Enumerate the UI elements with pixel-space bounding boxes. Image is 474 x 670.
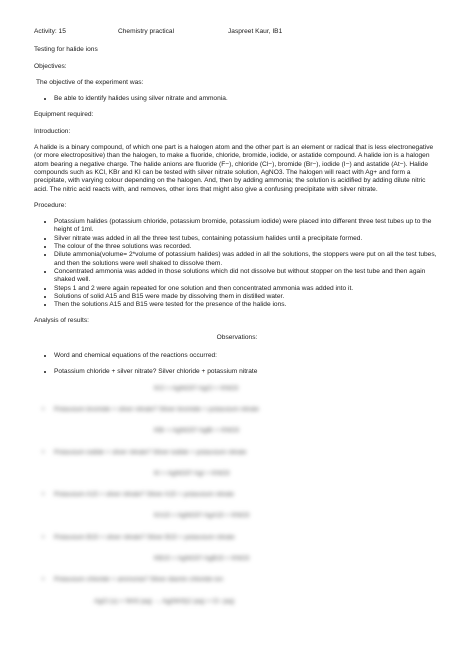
list-item: • Steps 1 and 2 were again repeated for one solution and then concentrated ammonia was added into it.: [54, 285, 440, 293]
document-header: [34, 28, 440, 36]
blurred-line: KI + AgNO3? AgI + KNO3: [154, 469, 230, 477]
list-item: • Dilute ammonia(volume= 2*volume of potassium halides) was added in all the solutions, the stoppers were put on all the test tubes, and then the solutions were well shaked to dissolve them.: [54, 251, 440, 268]
list-item: • Silver nitrate was added in all the three test tubes, containing potassium halides until a precipitate formed.: [54, 235, 440, 243]
equipment-heading: Equipment required:: [34, 111, 94, 119]
author-label: Jaspreet Kaur, IB1: [228, 28, 283, 35]
blurred-line: KCl + AgNO3? AgCl + KNO3: [154, 384, 239, 392]
blurred-line: KB15 + AgNO3? AgB15 + KNO3: [154, 554, 250, 562]
analysis-heading: Analysis of results:: [34, 317, 89, 325]
observations-list: [34, 352, 440, 377]
document-title: Testing for halide ions: [34, 46, 98, 54]
list-item: • Solutions of solid A15 and B15 were made by dissolving them in distilled water.: [54, 293, 440, 301]
activity-label: Activity: 15: [34, 28, 66, 35]
blurred-content: [34, 385, 440, 606]
objectives-list: [34, 95, 440, 103]
procedure-list: [34, 218, 440, 309]
list-item: • Potassium chloride + silver nitrate? Silver chloride + potassium nitrate: [54, 368, 440, 376]
blurred-line: KA15 + AgNO3? AgA15 + KNO3: [154, 512, 250, 520]
list-item: • Be able to identify halides using silver nitrate and ammonia.: [54, 95, 440, 103]
observations-title: Observations:: [216, 333, 258, 341]
list-item: • Then the solutions A15 and B15 were tested for the presence of the halide ions.: [54, 301, 440, 309]
blurred-line: • Potassium bromide + silver nitrate? Silver bromide + potassium nitrate: [42, 406, 440, 414]
blurred-line: AgCl (s) + NH3 (aq) → Ag(NH3)2 (aq) + Cl- (aq): [94, 597, 235, 605]
introduction-heading: Introduction:: [34, 127, 71, 135]
objectives-intro: The objective of the experiment was:: [36, 78, 144, 86]
blurred-line: • Potassium chloride + ammonia? Silver diamin chloride ion: [42, 576, 440, 584]
procedure-heading: Procedure:: [34, 201, 67, 209]
list-item: • Word and chemical equations of the reactions occurred:: [54, 352, 440, 360]
objectives-heading: Objectives:: [34, 62, 67, 70]
blurred-line: KBr + AgNO3? AgBr + KNO3: [154, 427, 240, 435]
blurred-line: • Potassium A15 + silver nitrate? Silver A15 + potassium nitrate: [42, 491, 440, 499]
list-item: • Concentrated ammonia was added in those solutions which did not dissolve but without stopper on the test tube and then again shaked well.: [54, 268, 440, 285]
list-item: • Potassium halides (potassium chloride, potassium bromide, potassium iodide) were placed into different three test tubes up to the height of 1ml.: [54, 218, 440, 235]
introduction-body: A halide is a binary compound, of which one part is a halogen atom and the other part is an element or radical that is less electronegative (or more electropositive) than the halogen, to make a fluoride, chloride, bromide, iodide, or astatide compound. A halide ion is a halogen atom bearing a negative charge. The halide anions are fluoride (F−), chloride (Cl−), bromide (Br−), iodide (I−) and astatide (At−). Halide compounds such as KCl, KBr and KI can be tested with silver nitrate solution, AgNO3. The halogen will react with Ag+ and form a precipitate, with varying colour depending on the halogen. And, then by adding ammonia; the solution is acidified by adding dilute nitric acid. The nitric acid reacts with, and removes, other ions that might also give a confusing precipitate with silver nitrate.: [34, 144, 434, 193]
list-item: • The colour of the three solutions was recorded.: [54, 243, 440, 251]
blurred-line: • Potassium B15 + silver nitrate? Silver B15 + potassium nitrate: [42, 534, 440, 542]
subject-label: Chemistry practical: [118, 28, 175, 35]
blurred-line: • Potassium iodide + silver nitrate? Silver iodide + potassium nitrate: [42, 449, 440, 457]
